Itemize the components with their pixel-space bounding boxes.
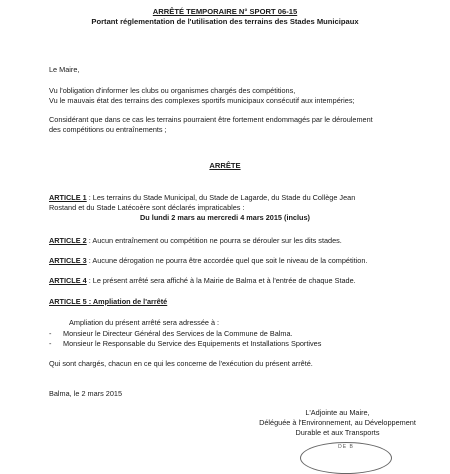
ampliation-item-1: [49, 329, 293, 338]
article-1-text: : Les terrains du Stade Municipal, du Stade de Lagarde, du Stade du Collège Jean: [86, 193, 356, 202]
article-1-dates: Du lundi 2 mars au mercredi 4 mars 2015 (inclus): [140, 213, 310, 222]
article-2: [49, 236, 342, 245]
article-1-line-2: Rostand et du Stade Latécoère sont déclarés impraticables :: [49, 203, 245, 212]
bullet-dash: -: [49, 339, 52, 348]
ampliation-item-1-text: Monsieur le Directeur Général des Services de la Commune de Balma.: [63, 329, 293, 338]
document-title: ARRÊTÉ TEMPORAIRE N° SPORT 06-15: [152, 7, 298, 16]
signature-line-1: L'Adjointe au Maire,: [305, 408, 370, 417]
signature-line-3: Durable et aux Transports: [295, 428, 380, 437]
article-3-label: ARTICLE 3: [49, 256, 87, 265]
article-5-heading: ARTICLE 5 : Ampliation de l'arrêté: [49, 297, 168, 306]
considerant-line-1: Considérant que dans ce cas les terrains pourraient être fortement endommagés par le déroulement: [49, 115, 373, 124]
date-place: Balma, le 2 mars 2015: [49, 389, 123, 398]
charges-line: Qui sont chargés, chacun en ce qui les concerne de l'exécution du présent arrêté.: [49, 359, 313, 368]
ampliation-intro: Ampliation du présent arrêté sera adressée à :: [69, 318, 220, 327]
article-2-label: ARTICLE 2: [49, 236, 87, 245]
le-maire: Le Maire,: [49, 65, 80, 74]
ampliation-item-2-text: Monsieur le Responsable du Service des Equipements et Installations Sportives: [63, 339, 322, 348]
bullet-dash: -: [49, 329, 52, 338]
document-subtitle: Portant réglementation de l'utilisation des terrains des Stades Municipaux: [91, 17, 359, 26]
article-1-line-1: [49, 193, 355, 202]
ampliation-item-2: [49, 339, 322, 348]
official-stamp: [300, 442, 392, 474]
article-3: [49, 256, 367, 265]
article-4-label: ARTICLE 4: [49, 276, 87, 285]
arrete-heading: ARRÊTE: [209, 161, 241, 170]
vu-line-1: Vu l'obligation d'informer les clubs ou organismes chargés des compétitions,: [49, 86, 296, 95]
considerant-line-2: des compétitions ou entraînements ;: [49, 125, 167, 134]
article-2-text: : Aucun entraînement ou compétition ne pourra se dérouler sur les dits stades.: [86, 236, 342, 245]
article-1-label: ARTICLE 1: [49, 193, 87, 202]
article-3-text: : Aucune dérogation ne pourra être accordée quel que soit le niveau de la compétition.: [86, 256, 368, 265]
article-4: [49, 276, 356, 285]
article-4-text: : Le présent arrêté sera affiché à la Mairie de Balma et à l'entrée de chaque Stade.: [86, 276, 356, 285]
stamp-text: DE B: [338, 444, 354, 450]
signature-line-2: Déléguée à l'Environnement, au Développement: [259, 418, 416, 427]
vu-line-2: Vu le mauvais état des terrains des complexes sportifs municipaux consécutif aux intempéries;: [49, 96, 355, 105]
